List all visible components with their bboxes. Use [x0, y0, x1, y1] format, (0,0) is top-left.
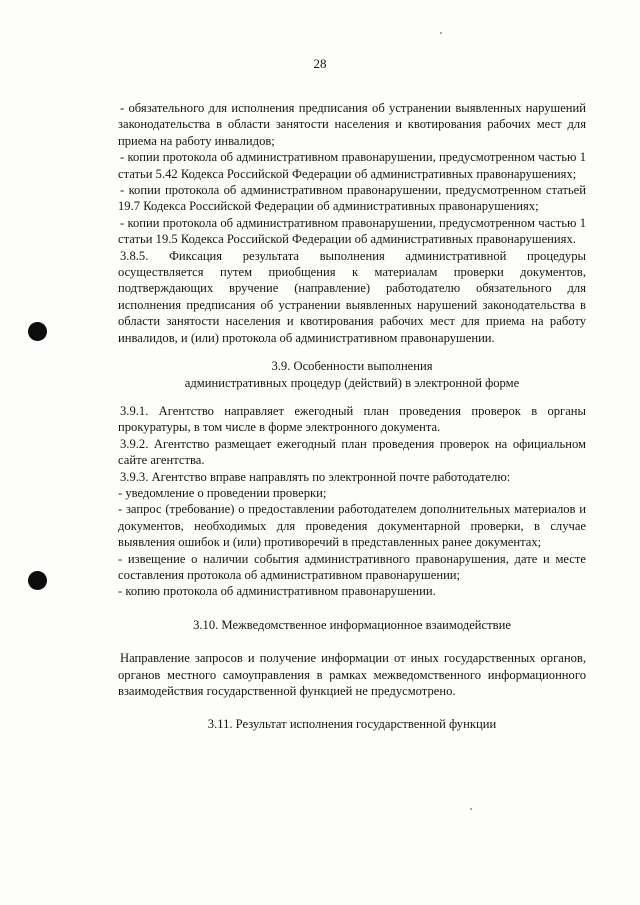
section-3-10-heading: 3.10. Межведомственное информационное взаимодействие — [193, 617, 511, 632]
paragraph-3-8-5: 3.8.5. Фиксация результата выполнения административной процедуры осуществляется путем приобщения к материалам проверки документов, подтверждающих вручение (направление) работодателю обязательного для исполнения предписания об устранении выявленных нарушений законодательства в области занятости населения и квотирования рабочих мест для приема на работу инвалидов, и (или) протокола об административном правонарушении. — [118, 248, 586, 345]
section-3-9-heading-line1: 3.9. Особенности выполнения — [271, 359, 433, 374]
paragraph-3-10: Направление запросов и получение информации от иных государственных органов, органов местного самоуправления в рамках межведомственного информационного взаимодействия государственной функцией не предусмотрено. — [118, 651, 586, 698]
punch-hole-top — [28, 322, 47, 341]
paragraph-3-9-1: 3.9.1. Агентство направляет ежегодный план проведения проверок в органы прокуратуры, в том числе в форме электронного документа. — [118, 403, 586, 435]
list-item: - извещение о наличии события административного правонарушения, дате и месте составления протокола об административном правонарушении; — [118, 551, 586, 582]
section-3-11-heading: 3.11. Результат исполнения государственной функции — [207, 717, 497, 732]
list-item: - уведомление о проведении проверки; — [118, 485, 327, 500]
section-3-9-heading-line2: административных процедур (действий) в электронной форме — [184, 375, 520, 390]
list-item: - копии протокола об административном правонарушении, предусмотренном статьей 19.7 Кодекса Российской Федерации об административных правонарушениях; — [118, 183, 586, 214]
scan-speck — [440, 32, 442, 34]
list-item: - копии протокола об административном правонарушении, предусмотренном частью 1 статьи 19.5 Кодекса Российской Федерации об административных правонарушениях. — [118, 215, 586, 247]
list-item: - обязательного для исполнения предписания об устранении выявленных нарушений законодательства в области занятости населения и квотирования рабочих мест для приема на работу инвалидов; — [118, 101, 586, 148]
paragraph-3-9-2: 3.9.2. Агентство размещает ежегодный план проведения проверок на официальном сайте агентства. — [118, 436, 586, 468]
list-item: - копии протокола об административном правонарушении, предусмотренном частью 1 статьи 5.42 Кодекса Российской Федерации об административных правонарушениях; — [118, 150, 586, 181]
list-item: - запрос (требование) о предоставлении работодателем дополнительных материалов и документов, необходимых для проведения документарной проверки, в случае выявления ошибок и (или) противоречий в представленных ранее документах; — [118, 502, 586, 550]
scan-speck — [470, 808, 472, 810]
page-number: 28 — [313, 56, 327, 71]
punch-hole-bottom — [28, 571, 47, 590]
paragraph-3-9-3: 3.9.3. Агентство вправе направлять по электронной почте работодателю: — [120, 469, 511, 484]
document-body — [118, 100, 586, 733]
list-item: - копию протокола об административном правонарушении. — [118, 584, 436, 599]
